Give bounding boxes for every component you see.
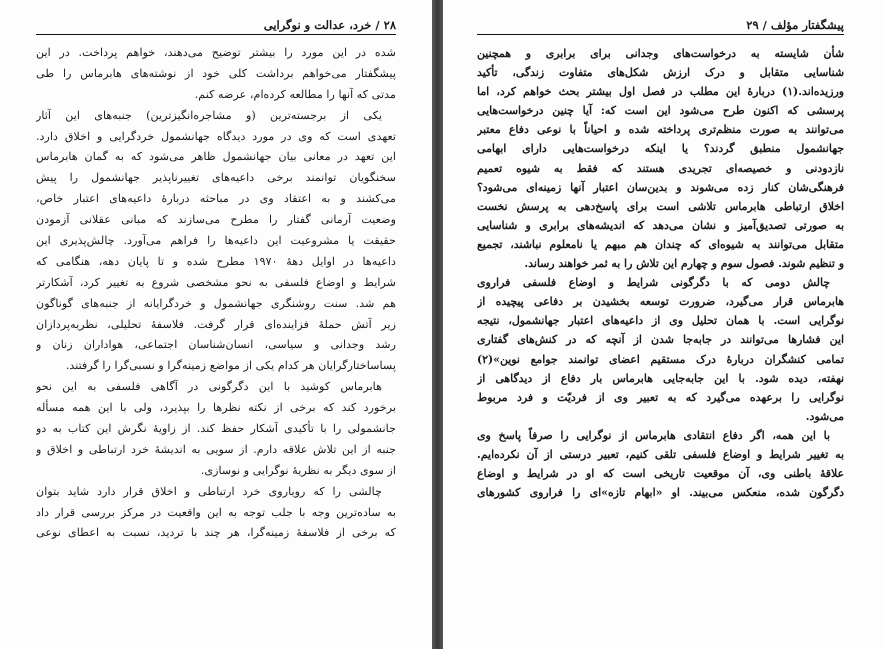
text-line: هابرماس قرار می‌گیرد، ضرورت توسعه بخشیدن بر دفاعی پیچیده از (477, 295, 844, 309)
text-line: حقیقت یا مشروعیت این داعیه‌ها را فراهم می‌آورد. چالش‌پذیری این (36, 234, 396, 248)
text-line: وضعیت آرمانی گفتار را مطرح می‌سازند که مبانی عقلانی آزمودن (36, 213, 396, 227)
text-line: علاقهٔ باطنی وی، آن موقعیت تاریخی است که او در شرایط و اوضاع (477, 467, 844, 481)
text-line: نازدودنی و خصیصه‌ای تجریدی هستند که فقط به شیوه تعمیم (477, 161, 844, 175)
text-line: این تعهد در معانی بیان جهانشمول ظاهر می‌شود که به گمان هابرماس (36, 150, 396, 164)
text-line: برخورد کند که برخی از نکته نظرها را بپذیرد، ولی با این همه مسأله (36, 401, 396, 415)
book-spine-gutter (432, 0, 443, 649)
text-line: این فشارها می‌توانند در جابه‌جا شدن از آنچه که در کنش‌های گفتاری (477, 333, 844, 347)
left-page-header (36, 12, 396, 35)
text-line: رشد وجدانی و سیاسی، انسان‌شناسان اجتماعی، هواداران زنان و (36, 338, 396, 352)
text-line: تعهدی است که وی در مورد دیدگاه جهانشمول خردگرایی و اخلاق دارد. (36, 129, 396, 143)
text-line: چالشی را که رویاروی خرد ارتباطی و اخلاق قرار دارد شاید بتوان (36, 484, 382, 498)
text-line: پساساختارگرایان هر کدام یکی از مواضع زمینه‌گرا و نسبی‌گرا را گرفتند. (65, 359, 396, 373)
left-page-body (36, 43, 396, 544)
text-line: دگرگون شده، منعکس می‌بیند. او «ابهام تازه»‌ای را فراروی کشورهای (477, 486, 844, 500)
left-page (0, 0, 432, 649)
text-line: ورزیده‌اند.(۱) دربارهٔ این مطلب در فصل اول بیشتر بحث خواهم کرد، اما (477, 85, 844, 99)
text-line: فرهنگی‌شان کنار زده می‌شوند و بدین‌سان اعتبار آنها زمینه‌ای می‌شود؟ (477, 180, 844, 194)
text-line: جنبه از این تلاش علاقه دارم. از سویی به اندیشهٔ خرد ارتباطی و اخلاق و (36, 442, 396, 456)
text-line: از سوی دیگر به نظریهٔ نوگرایی و نوسازی. (200, 463, 396, 477)
text-line: می‌شود. (805, 409, 844, 423)
text-line: به صورتی تصدیق‌آمیز و نشان می‌دهد که اندیشه‌های برابری و شناسایی (477, 218, 844, 232)
text-line: نهفته، دیده شود. با این جابه‌جایی هابرماس بار دفاع از دیدگاهی از (477, 371, 844, 385)
right-page (443, 0, 884, 649)
text-line: هم شد. سنت روشنگری جهانشمول و خردگرایانه از جنبه‌های گوناگون (36, 296, 396, 310)
text-line: به تغییر شرایط و اوضاع فلسفی تلقی کنیم، تعبیر درستی از آن نکرده‌ایم. (477, 447, 844, 461)
text-line: و تنظیم شوند. فصول سوم و چهارم این تلاش را به ثمر خواهند رساند. (524, 257, 844, 271)
text-line: چالش دومی که با دگرگونی شرایط و اوضاع فلسفی فراروی (477, 276, 830, 290)
text-line: مدتی که آنها را مطالعه کرده‌ام، عرضه کنم. (194, 87, 396, 101)
text-line: پیشگفتار می‌خواهم برداشت کلی خود از نوشته‌های هابرماس را طی (36, 66, 396, 80)
text-line: زیر آتش حملهٔ فزاینده‌ای قرار گرفت. فلاسفهٔ تحلیلی، نظریه‌پردازان (36, 317, 396, 331)
text-line: متقابل می‌توانند به شیوه‌ای که چندان هم مبهم یا نامعلوم نباشند، تجمیع (477, 237, 844, 251)
text-line: نوگرایی را برعهده می‌گیرد که به تعبیر وی از فردیّت و فرد مربوط (477, 390, 844, 404)
right-page-header (477, 12, 844, 35)
text-line: جهانشمول منطبق گردند؟ یا اینکه درخواست‌هایی دارای ابهامی (477, 142, 844, 156)
text-line: سخنگویان توانمند برخی داعیه‌های تغییرناپذیر جهانشمول را پیش (36, 171, 396, 185)
text-line: پرسشی که اکنون طرح می‌شود این است که: آیا چنین درخواست‌هایی (477, 104, 844, 118)
text-line: به ساده‌ترین وجه با جلب توجه به این واقعیت در مرکز بررسی قرار داد (36, 505, 396, 519)
text-line: جانشمولی را با تأکیدی آشکار حفظ کند. از زاویهٔ نگرش این کتاب به دو (36, 422, 396, 436)
text-line: با این همه، اگر دفاع انتقادی هابرماس از نوگرایی را صرفاً پاسخ وی (477, 428, 830, 442)
text-line: می‌توانند به صورت منظم‌تری پرداخته شده و احیاناً با نوعی دفاع معتبر (477, 123, 844, 137)
text-line: می‌کشند و به اعتقاد وی در مباحثه دربارهٔ داعیه‌های اعتبار خاص، (36, 192, 396, 206)
text-line: اخلاق ارتباطی هابرماس تلاشی است برای پاسخ‌دهی به پرسش نخست (477, 199, 844, 213)
right-running-head: پیشگفتار مؤلف / ۲۹ (746, 18, 844, 32)
text-line: شأن شایسته به درخواست‌های وجدانی برای برابری و همچنین (477, 47, 844, 60)
left-running-head: ۲۸ / خرد، عدالت و نوگرایی (263, 18, 396, 32)
text-line: شناسایی متقابل و درک ارزش شکل‌های متفاوت زندگی، تأکید (477, 66, 844, 80)
text-line: داعیه‌ها در اوایل دههٔ ۱۹۷۰ مطرح شده و تا پایان دهه، هنگامی که (36, 254, 396, 268)
text-line: شرایط و اوضاع فلسفی به نحو مشخصی شروع به تغییر کرد، آشکارتر (36, 275, 396, 289)
right-page-body (477, 44, 844, 502)
text-line: تمامی کنشگران دربارهٔ درک مستقیم اعضای توانمند جوامع نوین»(۲) (477, 352, 844, 366)
text-line: شده در این مورد را بیشتر توضیح می‌دهند، خواهم پرداخت. در این (36, 46, 396, 59)
text-line: یکی از برجسته‌ترین (و مشاجره‌انگیزترین) جنبه‌های این آثار (36, 108, 382, 122)
text-line: هابرماس کوشید با این دگرگونی در آگاهی فلسفی به این نحو (36, 380, 382, 394)
text-line: که برخی از فلاسفهٔ زمینه‌گرا، هر چند با تردید، نسبت به اعطای نوعی (36, 526, 396, 540)
text-line: نوگرایی است. با همان تحلیل وی از داعیه‌های اعتبار جهانشمول، نتیجه (477, 314, 844, 328)
